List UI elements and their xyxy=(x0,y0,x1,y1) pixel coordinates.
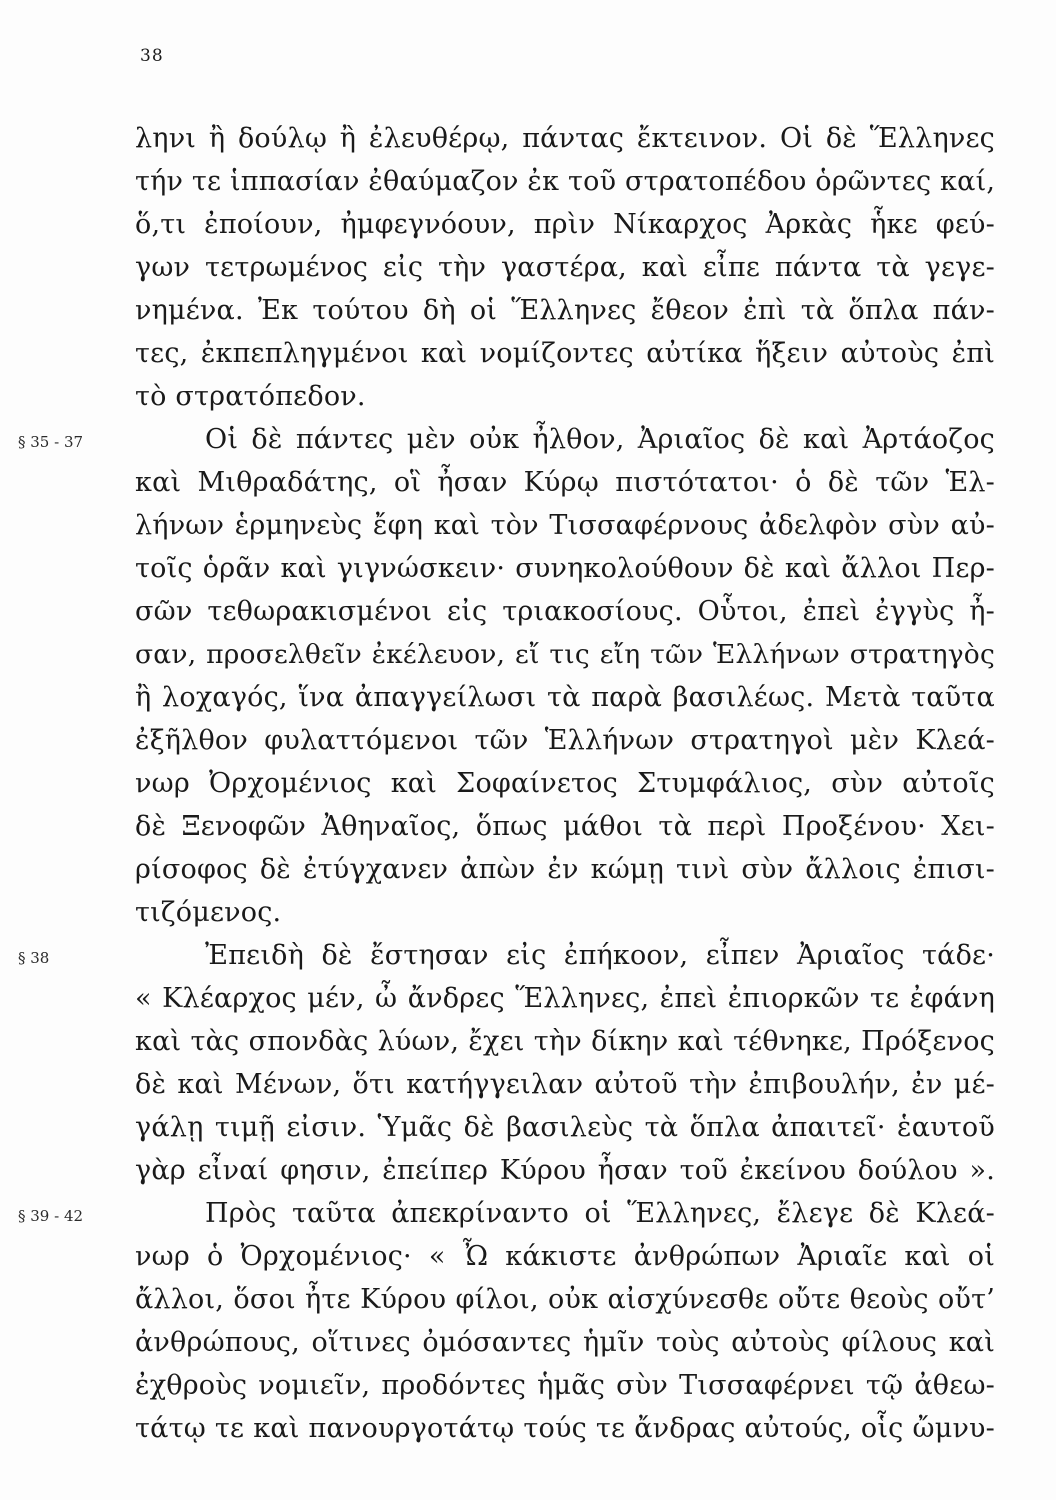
text-line: καὶ τὰς σπονδὰς λύων, ἔχει τὴν δίκην καὶ τέθνηκε, Πρόξενος xyxy=(135,1026,995,1057)
text-line: ἢ λοχαγός, ἵνα ἀπαγγείλωσι τὰ παρὰ βασιλέως. Μετὰ ταῦτα xyxy=(135,682,995,713)
section-marker-38: § 38 xyxy=(18,949,50,967)
text-line: ὅ,τι ἐποίουν, ἠμφεγνόουν, πρὶν Νίκαρχος Ἀρκὰς ἧκε φεύ- xyxy=(135,209,995,240)
text-line: λήνων ἑρμηνεὺς ἔφη καὶ τὸν Τισσαφέρνους ἀδελφὸν σὺν αὐ- xyxy=(135,510,995,541)
text-line: δὲ καὶ Μένων, ὅτι κατήγγειλαν αὐτοῦ τὴν ἐπιβουλήν, ἐν μέ- xyxy=(135,1069,995,1100)
text-line: Πρὸς ταῦτα ἀπεκρίναντο οἱ Ἕλληνες, ἔλεγε δὲ Κλεά- xyxy=(205,1198,995,1229)
text-line: νωρ ὁ Ὀρχομένιος· « Ὦ κάκιστε ἀνθρώπων Ἀριαῖε καὶ οἱ xyxy=(135,1241,995,1272)
text-line: νημένα. Ἐκ τούτου δὴ οἱ Ἕλληνες ἔθεον ἐπὶ τὰ ὅπλα πάν- xyxy=(135,295,995,326)
section-marker-39-42: § 39 - 42 xyxy=(18,1207,84,1225)
text-line: ρίσοφος δὲ ἐτύγχανεν ἀπὼν ἐν κώμῃ τινὶ σὺν ἄλλοις ἐπισι- xyxy=(135,854,995,885)
text-line: ἐχθροὺς νομιεῖν, προδόντες ἡμᾶς σὺν Τισσαφέρνει τῷ ἀθεω- xyxy=(135,1370,995,1401)
text-line: καὶ Μιθραδάτης, οἳ ἦσαν Κύρῳ πιστότατοι· ὁ δὲ τῶν Ἑλ- xyxy=(135,467,995,498)
text-line: ἀνθρώπους, οἵτινες ὀμόσαντες ἡμῖν τοὺς αὐτοὺς φίλους καὶ xyxy=(135,1327,995,1358)
text-line: γάλῃ τιμῇ εἰσιν. Ὑμᾶς δὲ βασιλεὺς τὰ ὅπλα ἀπαιτεῖ· ἑαυτοῦ xyxy=(135,1112,995,1143)
page-number: 38 xyxy=(140,46,164,66)
text-line: γὰρ εἶναί φησιν, ἐπείπερ Κύρου ἦσαν τοῦ ἐκείνου δούλου ». xyxy=(135,1155,995,1186)
text-line: τιζόμενος. xyxy=(135,897,282,928)
text-line: τήν τε ἱππασίαν ἐθαύμαζον ἐκ τοῦ στρατοπέδου ὁρῶντες καί, xyxy=(135,166,996,197)
text-line: γων τετρωμένος εἰς τὴν γαστέρα, καὶ εἶπε πάντα τὰ γεγε- xyxy=(135,252,995,283)
text-line: ἄλλοι, ὅσοι ἦτε Κύρου φίλοι, οὐκ αἰσχύνεσθε οὔτε θεοὺς οὔτ’ xyxy=(135,1284,995,1315)
text-line: ληνι ἢ δούλῳ ἢ ἐλευθέρῳ, πάντας ἔκτεινον. Οἱ δὲ Ἕλληνες xyxy=(135,123,995,154)
section-marker-35-37: § 35 - 37 xyxy=(18,433,84,451)
text-line: τάτῳ τε καὶ πανουργοτάτῳ τούς τε ἄνδρας αὐτούς, οἷς ὤμνυ- xyxy=(135,1413,995,1444)
text-line: « Κλέαρχος μέν, ὦ ἄνδρες Ἕλληνες, ἐπεὶ ἐπιορκῶν τε ἐφάνη xyxy=(135,983,995,1014)
text-line: σαν, προσελθεῖν ἐκέλευον, εἴ τις εἴη τῶν Ἑλλήνων στρατηγὸς xyxy=(135,639,995,670)
text-line: τες, ἐκπεπληγμένοι καὶ νομίζοντες αὐτίκα ἥξειν αὐτοὺς ἐπὶ xyxy=(135,338,995,369)
text-line: νωρ Ὀρχομένιος καὶ Σοφαίνετος Στυμφάλιος, σὺν αὐτοῖς xyxy=(135,768,995,799)
text-line: δὲ Ξενοφῶν Ἀθηναῖος, ὅπως μάθοι τὰ περὶ Προξένου· Χει- xyxy=(135,811,995,842)
text-line: τοῖς ὁρᾶν καὶ γιγνώσκειν· συνηκολούθουν δὲ καὶ ἄλλοι Περ- xyxy=(135,553,995,584)
text-line: σῶν τεθωρακισμένοι εἰς τριακοσίους. Οὗτοι, ἐπεὶ ἐγγὺς ἦ- xyxy=(135,596,995,627)
text-line: ἐξῆλθον φυλαττόμενοι τῶν Ἑλλήνων στρατηγοὶ μὲν Κλεά- xyxy=(135,725,995,756)
text-line: Ἐπειδὴ δὲ ἔστησαν εἰς ἐπήκοον, εἶπεν Ἀριαῖος τάδε· xyxy=(205,940,995,971)
text-line: Οἱ δὲ πάντες μὲν οὐκ ἦλθον, Ἀριαῖος δὲ καὶ Ἀρτάοζος xyxy=(205,424,995,455)
text-line: τὸ στρατόπεδον. xyxy=(135,381,366,412)
